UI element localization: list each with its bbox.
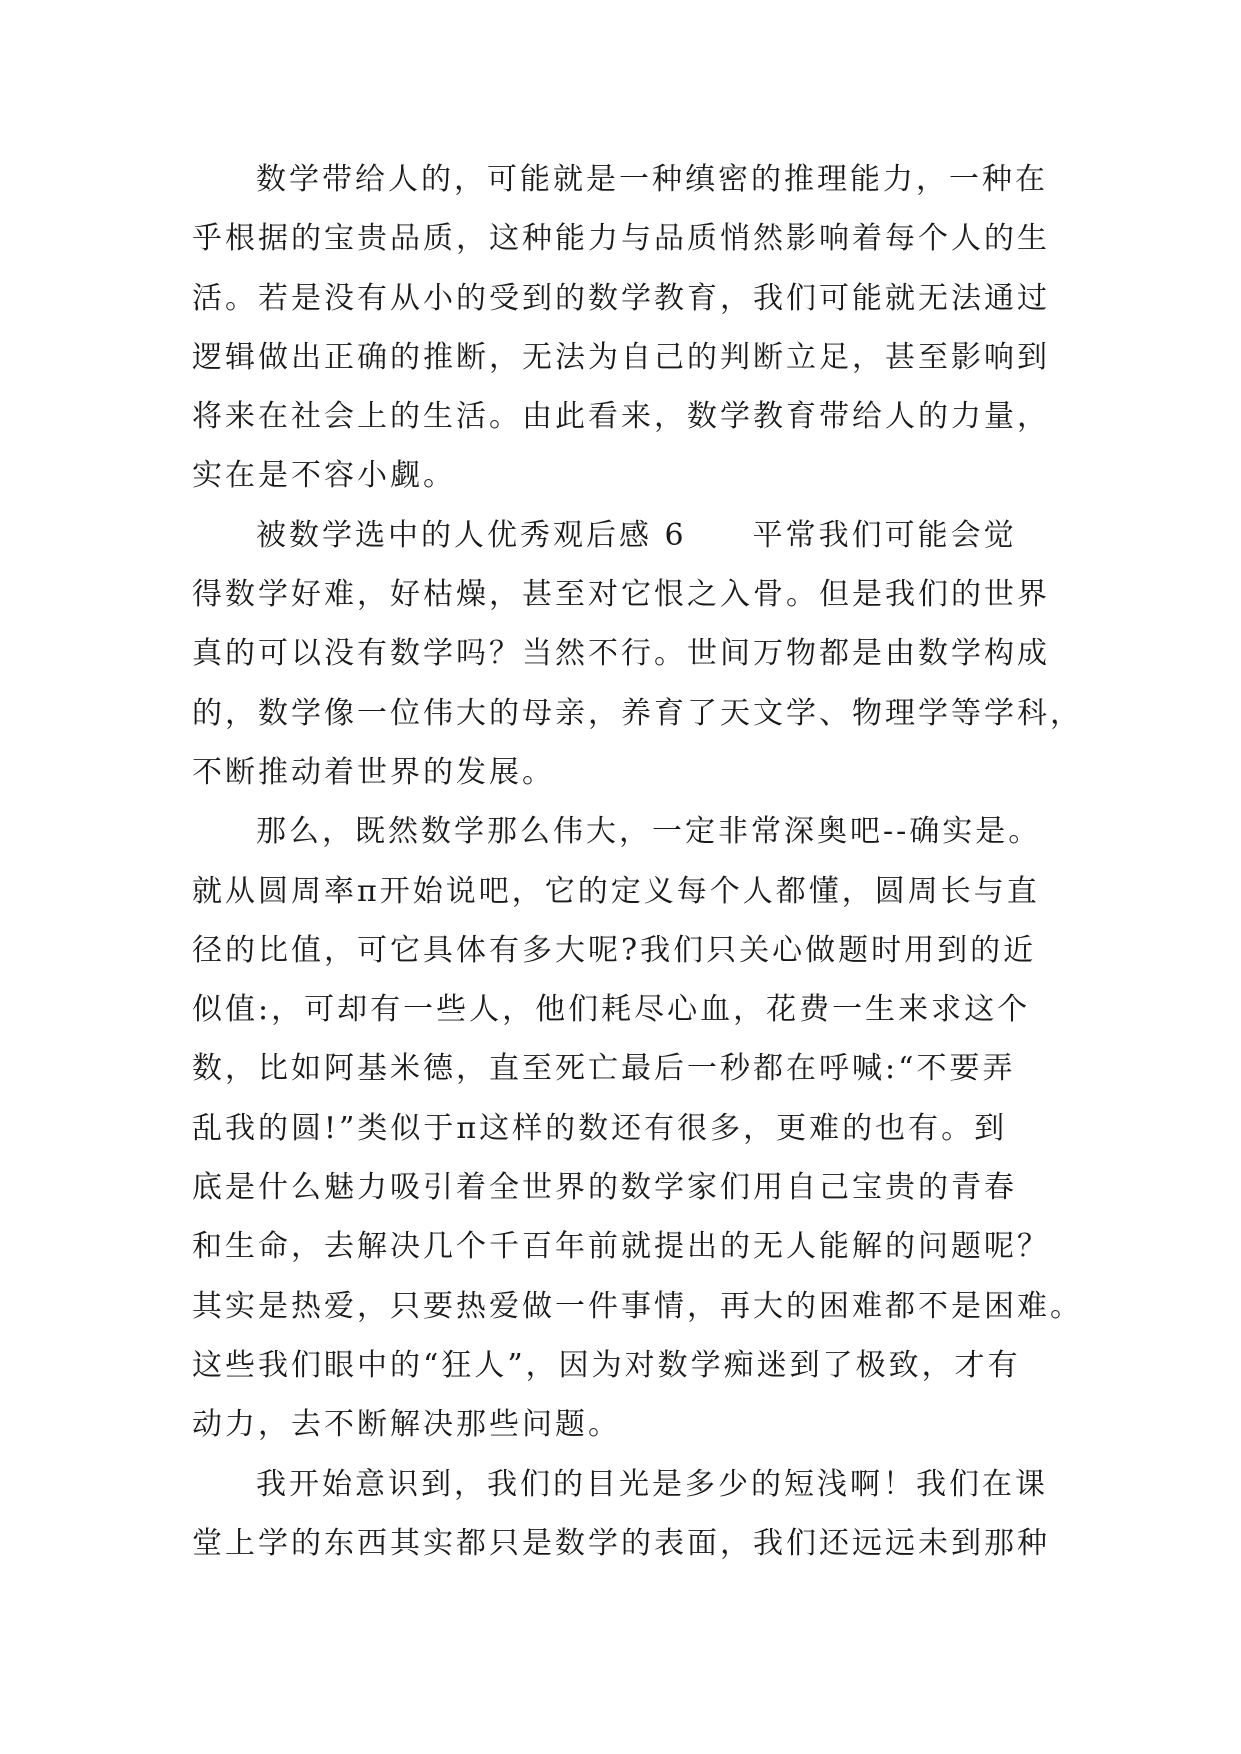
text-line: 径的比值，可它具体有多大呢?我们只关心做题时用到的近 xyxy=(192,932,1037,968)
paragraph-3 xyxy=(192,802,1083,1454)
text-line: 不断推动着世界的发展。 xyxy=(192,754,555,790)
text-line: 似值:，可却有一些人，他们耗尽心血，花费一生来求这个 xyxy=(192,992,1031,1028)
text-line: 得数学好难，好枯燥，甚至对它恨之入骨。但是我们的世界 xyxy=(192,577,1050,613)
paragraph-4 xyxy=(192,1455,1052,1574)
text-line: 底是什么魅力吸引着全世界的数学家们用自己宝贵的青春 xyxy=(192,1170,1017,1206)
text-line: 我开始意识到，我们的目光是多少的短浅啊！我们在课 xyxy=(256,1466,1048,1502)
text-line: 其实是热爱，只要热爱做一件事情，再大的困难都不是困难。 xyxy=(192,1288,1083,1324)
paragraph-1 xyxy=(192,150,1052,506)
text-line: 那么，既然数学那么伟大，一定非常深奥吧--确实是。 xyxy=(256,814,1042,850)
text-line: 真的可以没有数学吗？当然不行。世间万物都是由数学构成 xyxy=(192,636,1050,672)
text-line: 的，数学像一位伟大的母亲，养育了天文学、物理学等学科， xyxy=(192,695,1083,731)
text-line: 数学带给人的，可能就是一种缜密的推理能力，一种在 xyxy=(256,162,1048,197)
text-line: 和生命，去解决几个千百年前就提出的无人能解的问题呢？ xyxy=(192,1229,1050,1265)
document-body xyxy=(192,150,1083,1573)
text-line: 这些我们眼中的“狂人”，因为对数学痴迷到了极致，才有 xyxy=(192,1347,1021,1383)
text-line: 数，比如阿基米德，直至死亡最后一秒都在呼喊:“不要弄 xyxy=(192,1051,1016,1087)
text-line: 堂上学的东西其实都只是数学的表面，我们还远远未到那种 xyxy=(192,1525,1050,1561)
text-line: 活。若是没有从小的受到的数学教育，我们可能就无法通过 xyxy=(192,280,1050,316)
text-line: 将来在社会上的生活。由此看来，数学教育带给人的力量， xyxy=(192,399,1050,435)
text-line: 乎根据的宝贵品质，这种能力与品质悄然影响着每个人的生 xyxy=(192,221,1050,257)
paragraph-2 xyxy=(192,506,1083,802)
text-line: 逻辑做出正确的推断，无法为自己的判断立足，甚至影响到 xyxy=(192,339,1050,375)
text-line: 动力，去不断解决那些问题。 xyxy=(192,1407,621,1443)
text-line: 实在是不容小觑。 xyxy=(192,458,456,494)
text-line: 被数学选中的人优秀观后感 6 平常我们可能会觉 xyxy=(256,517,1017,553)
text-line: 就从圆周率π开始说吧，它的定义每个人都懂，圆周长与直 xyxy=(192,873,1040,909)
text-line: 乱我的圆!”类似于π这样的数还有很多，更难的也有。到 xyxy=(192,1110,1008,1146)
